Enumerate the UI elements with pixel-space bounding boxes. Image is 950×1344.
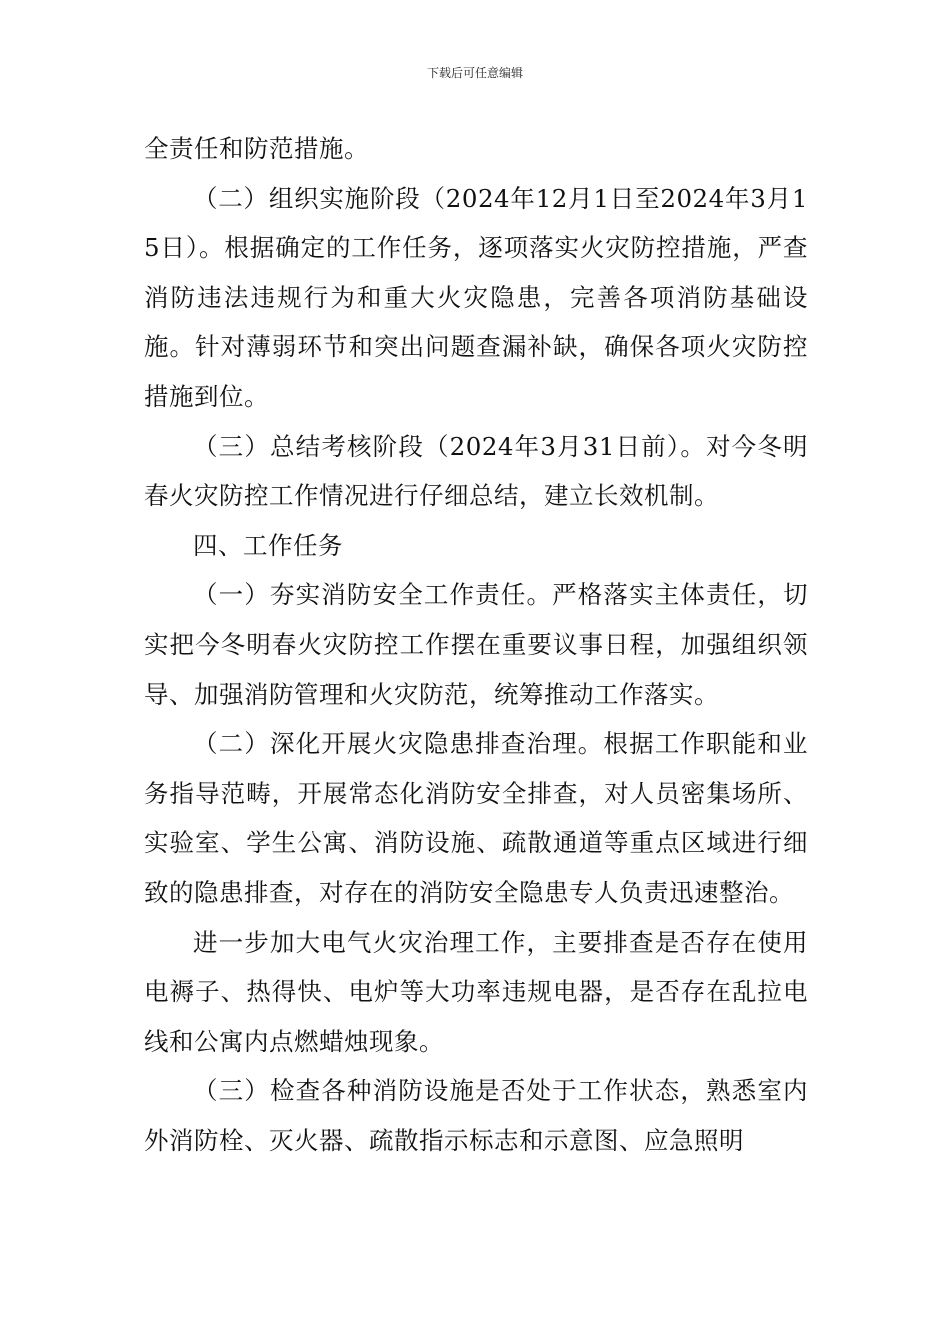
paragraph-task-three: （三）检查各种消防设施是否处于工作状态，熟悉室内外消防栓、灭火器、疏散指示标志和示意图、应急照明 bbox=[144, 1076, 808, 1155]
paragraph-task-one: （一）夯实消防安全工作责任。严格落实主体责任，切实把今冬明春火灾防控工作摆在重要议事日程，加强组织领导、加强消防管理和火灾防范，统筹推动工作落实。 bbox=[144, 580, 808, 709]
document-body bbox=[144, 124, 808, 1165]
section-heading-tasks: 四、工作任务 bbox=[193, 530, 343, 560]
paragraph-implementation-stage: （二）组织实施阶段（2024年12月1日至2024年3月15日）。根据确定的工作任务，逐项落实火灾防控措施，严查消防违法违规行为和重大火灾隐患，完善各项消防基础设施。针对薄弱环节和突出问题查漏补缺，确保各项火灾防控措施到位。 bbox=[144, 183, 808, 411]
page-header-note: 下载后可任意编辑 bbox=[426, 66, 523, 80]
paragraph-task-two: （二）深化开展火灾隐患排查治理。根据工作职能和业务指导范畴，开展常态化消防安全排查，对人员密集场所、实验室、学生公寓、消防设施、疏散通道等重点区域进行细致的隐患排查，对存在的消防安全隐患专人负责迅速整治。 bbox=[144, 729, 808, 907]
paragraph-electrical-fire: 进一步加大电气火灾治理工作，主要排查是否存在使用电褥子、热得快、电炉等大功率违规电器，是否存在乱拉电线和公寓内点燃蜡烛现象。 bbox=[144, 927, 808, 1056]
paragraph-summary-stage: （三）总结考核阶段（2024年3月31日前）。对今冬明春火灾防控工作情况进行仔细总结，建立长效机制。 bbox=[144, 431, 808, 511]
paragraph-continuation: 全责任和防范措施。 bbox=[144, 134, 369, 163]
